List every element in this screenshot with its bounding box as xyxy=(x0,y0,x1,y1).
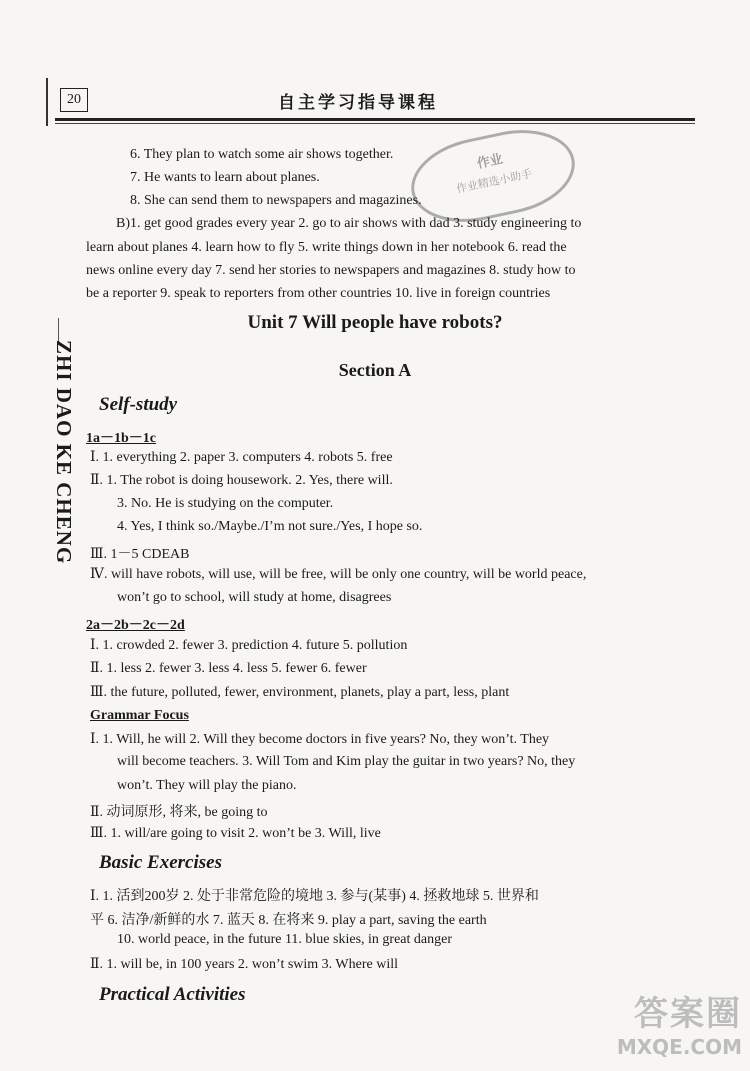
unit-title: Unit 7 Will people have robots? xyxy=(247,312,503,333)
answer-line: won’t go to school, will study at home, disagrees xyxy=(117,590,392,605)
answer-line: Ⅱ. 1. less 2. fewer 3. less 4. less 5. fewer 6. fewer xyxy=(90,661,367,676)
answer-line: learn about planes 4. learn how to fly 5. write things down in her notebook 6. read the xyxy=(86,240,567,255)
answer-line: Ⅱ. 1. The robot is doing housework. 2. Yes, there will. xyxy=(90,473,393,488)
answer-line: Ⅰ. 1. 活到200岁 2. 处于非常危险的境地 3. 参与(某事) 4. 拯救地球 5. 世界和 xyxy=(90,889,539,904)
answer-line: 4. Yes, I think so./Maybe./I’m not sure./Yes, I hope so. xyxy=(117,519,423,534)
header-rule-thick xyxy=(55,118,695,121)
answer-line: Ⅳ. will have robots, will use, will be free, will be only one country, will be world peace, xyxy=(90,567,587,582)
side-label: ZHI DAO KE CHENG xyxy=(52,340,76,565)
header-side-bar xyxy=(46,78,48,126)
answer-line: news online every day 7. send her stories to newspapers and magazines 8. study how to xyxy=(86,263,576,278)
lesson-label: 1a－1b－1c xyxy=(86,431,156,446)
answer-line: B)1. get good grades every year 2. go to air shows with dad 3. study engineering to xyxy=(116,216,582,231)
answer-line: Ⅰ. 1. everything 2. paper 3. computers 4. robots 5. free xyxy=(90,450,393,465)
section-title: Section A xyxy=(338,360,412,380)
answer-line: Ⅱ. 动词原形, 将来, be going to xyxy=(90,805,268,820)
answer-line: 3. No. He is studying on the computer. xyxy=(117,496,334,511)
site-watermark xyxy=(617,986,742,1059)
answer-line: Ⅲ. the future, polluted, fewer, environment, planets, play a part, less, plant xyxy=(90,685,510,700)
answer-line: be a reporter 9. speak to reporters from other countries 10. live in foreign countries xyxy=(86,286,551,301)
lesson-label: 2a－2b－2c－2d xyxy=(86,618,185,633)
answer-line: 8. She can send them to newspapers and magazines. xyxy=(130,193,422,208)
self-study-heading: Self-study xyxy=(99,394,178,415)
stamp-line2: 作业精选小助手 xyxy=(455,167,534,196)
page-number: 20 xyxy=(60,88,88,112)
answer-line: 平 6. 洁净/新鲜的水 7. 蓝天 8. 在将来 9. play a part, saving the earth xyxy=(90,913,487,928)
answer-line: 7. He wants to learn about planes. xyxy=(130,170,320,185)
answer-line: 6. They plan to watch some air shows together. xyxy=(130,147,394,162)
answer-line: will become teachers. 3. Will Tom and Kim play the guitar in two years? No, they xyxy=(117,754,576,769)
answer-line: Ⅲ. 1. will/are going to visit 2. won’t be 3. Will, live xyxy=(90,826,381,841)
watermark-line2: MXQE.COM xyxy=(616,1035,742,1059)
answer-line: Ⅰ. 1. Will, he will 2. Will they become doctors in five years? No, they won’t. They xyxy=(90,732,550,747)
grammar-focus-heading: Grammar Focus xyxy=(90,708,189,723)
answer-line: won’t. They will play the piano. xyxy=(117,778,297,793)
header-title: 自主学习指导课程 xyxy=(278,93,438,113)
basic-exercises-heading: Basic Exercises xyxy=(99,852,222,873)
watermark-line1: 答案圈 xyxy=(634,994,742,1034)
header-rule-thin xyxy=(55,123,695,124)
answer-line: Ⅱ. 1. will be, in 100 years 2. won’t swim 3. Where will xyxy=(90,957,399,972)
answer-line: 10. world peace, in the future 11. blue skies, in great danger xyxy=(117,932,452,947)
stamp-line1: 作业 xyxy=(475,151,505,172)
practical-activities-heading: Practical Activities xyxy=(99,984,246,1005)
answer-line: Ⅰ. 1. crowded 2. fewer 3. prediction 4. future 5. pollution xyxy=(90,638,408,653)
answer-line: Ⅲ. 1－5 CDEAB xyxy=(90,547,190,562)
